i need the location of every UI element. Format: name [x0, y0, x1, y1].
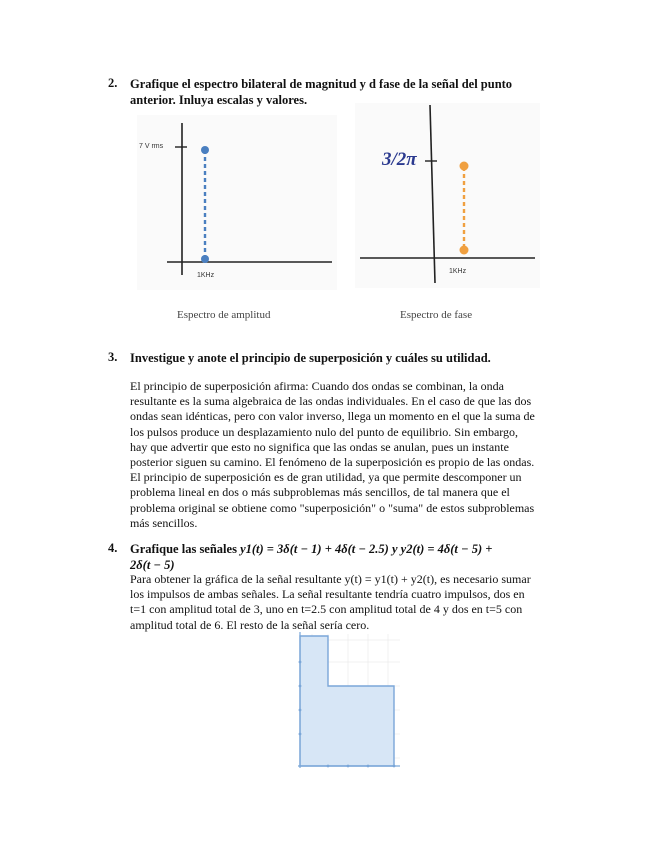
section-4-line: Para obtener la gráfica de la señal resultante y(t) = y1(t) + y2(t), es necesario sumar: [130, 572, 531, 586]
section-4-line: amplitud total de 6. El resto de la señal sería cero.: [130, 617, 370, 632]
phase-impulse-base: [460, 246, 469, 255]
section-3-line: resultante es la suma algebraica de las ondas individuales. En el caso de que las dos: [130, 394, 532, 409]
phase-y-axis: [430, 105, 435, 283]
section-3-line: posterior siguen su camino. El fenómeno de la superposición es propio de las ondas.: [130, 455, 535, 470]
section-3-line: más sencillos.: [130, 515, 198, 530]
section-4-formula-line1: y1(t) = 3δ(t − 1) + 4δ(t − 2.5) y y2(t) = 4δ(t − 5) +: [240, 542, 493, 556]
section-4-paragraph: [130, 572, 562, 633]
section-3-number: 3.: [108, 350, 118, 364]
section-4-title: [130, 541, 570, 573]
amplitude-impulse-base: [201, 255, 209, 263]
section-2-title-line2: anterior. Inluya escalas y valores.: [130, 93, 308, 107]
section-3-line: problema lineal en dos o más subproblemas más sencillos, de tal manera que el: [130, 485, 510, 500]
resultant-signal-area: [300, 636, 394, 766]
section-4-title-prefix: Grafique las señales: [130, 542, 237, 556]
amplitude-impulse-marker: [201, 146, 209, 154]
section-2-title-line1: Grafique el espectro bilateral de magnitud y d fase de la señal del punto: [130, 77, 513, 91]
amplitude-spectrum-plot: [137, 115, 337, 290]
section-3-line: problema original se obtiene como "superposición" o "suma" de estos subproblemas: [130, 500, 535, 515]
section-4-formula-line2: 2δ(t − 5): [130, 558, 175, 572]
amplitude-spectrum-svg: [137, 115, 337, 290]
section-3-line: hay que advertir que esto no significa que las ondas se anulan, pues un instante: [130, 439, 509, 454]
amplitude-caption: Espectro de amplitud: [177, 309, 271, 321]
section-3-line: El principio de superposición es de gran utilidad, ya que permite descomponer un: [130, 470, 522, 485]
amplitude-y-label: 7 V rms: [139, 143, 164, 150]
section-4-line: t=1 con amplitud total de 3, uno en t=2.5 con amplitud total de 4 y dos en t=5 con: [130, 602, 523, 617]
phase-caption: Espectro de fase: [400, 309, 473, 321]
phase-y-label: 3/2π: [382, 149, 417, 170]
amplitude-x-label: 1KHz: [197, 272, 215, 279]
section-3-title: Investigue y anote el principio de superposición y cuáles su utilidad.: [130, 351, 491, 365]
section-4-line: los impulsos de ambas señales. La señal resultante tendría cuatro impulsos, dos en: [130, 587, 525, 602]
resultant-signal-svg: [292, 630, 402, 772]
resultant-signal-graph: [292, 630, 402, 772]
section-3-line: El principio de superposición afirma: Cuando dos ondas se combinan, la onda: [130, 379, 504, 393]
phase-spectrum-plot: [355, 103, 540, 288]
section-3-line: ondas sean idénticas, pero con valor inverso, llega un momento en el que la suma de: [130, 409, 535, 424]
section-4-number: 4.: [108, 541, 118, 555]
phase-x-label: 1KHz: [449, 268, 467, 275]
phase-spectrum-svg: [355, 103, 540, 288]
section-3-paragraph: [130, 379, 562, 531]
section-2-number: 2.: [108, 76, 118, 90]
section-3-line: los pulsos produce un desplazamiento nulo del punto de equilibrio. Sin embargo,: [130, 424, 519, 439]
phase-impulse-marker: [460, 162, 469, 171]
